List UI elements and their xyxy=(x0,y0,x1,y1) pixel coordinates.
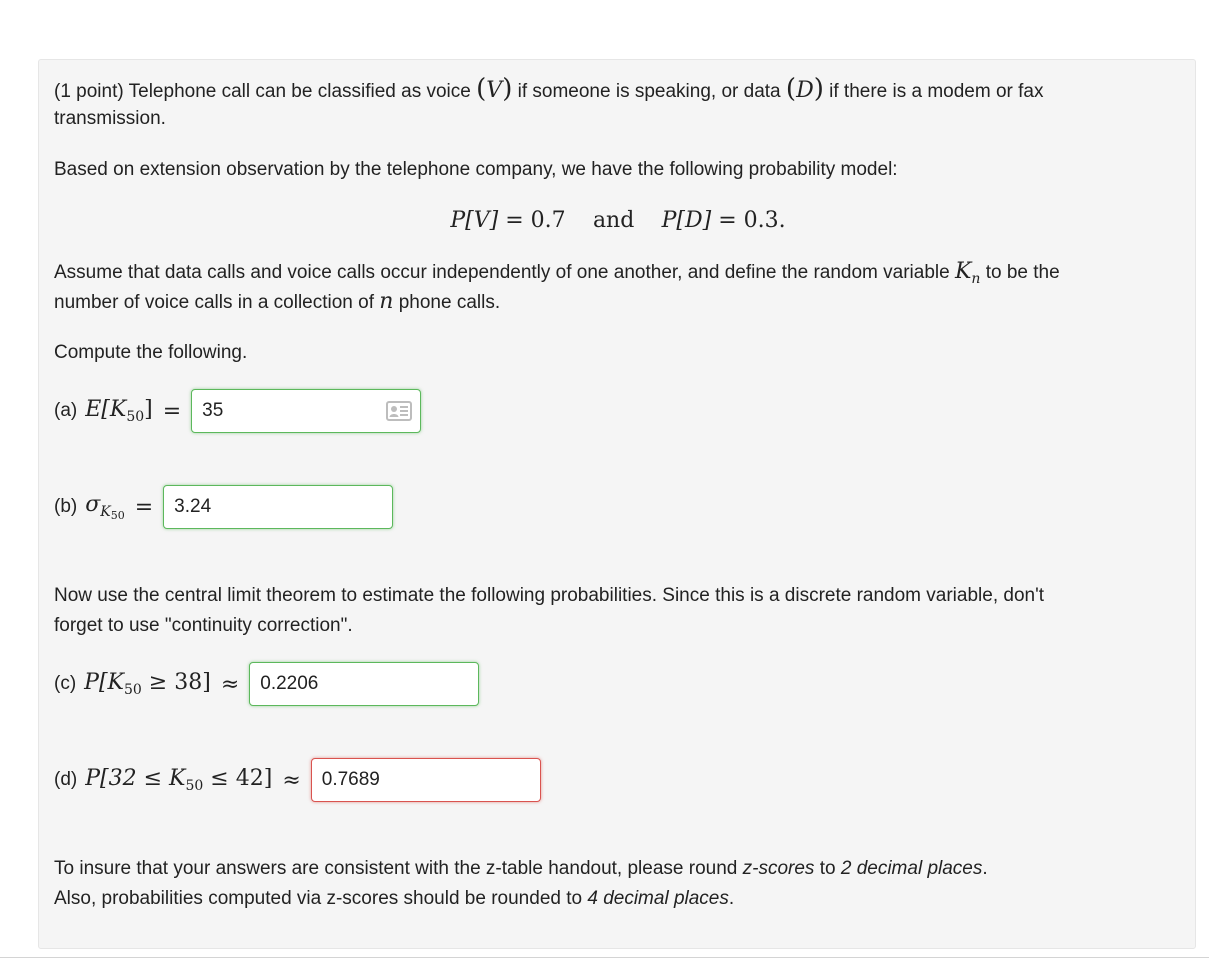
part-c-answer-value: 0.2206 xyxy=(260,673,319,694)
assume-line-2: number of voice calls in a collection of n phone calls. xyxy=(54,289,501,314)
part-a-expression: $E[K_{50}]$ xyxy=(85,397,153,425)
random-variable-symbol: $K_n$ xyxy=(954,259,981,287)
contact-card-icon[interactable] xyxy=(386,401,412,421)
model-sentence: Based on extension observation by the telephone company, we have the following probability model: xyxy=(54,159,898,180)
data-symbol: D xyxy=(796,78,814,103)
part-c-label: (c) xyxy=(54,673,77,694)
points-label: (1 point) xyxy=(54,81,124,102)
part-c-expression: $P[K_{50} \ge 38]$ xyxy=(84,670,211,698)
clt-line-1: Now use the central limit theorem to estimate the following probabilities. Since this is a discrete random variable, don't xyxy=(54,585,1044,606)
intro-line-1: (1 point) Telephone call can be classified as voice (V) if someone is speaking, or data (D) if there is a modem or fax xyxy=(54,74,1044,104)
part-d-answer-value: 0.7689 xyxy=(321,769,380,790)
part-c-row: (c) $P[K_{50} \ge 38]$ ≈ 0.2206 xyxy=(54,661,479,707)
rounding-note-line-2: Also, probabilities computed via z-scores should be rounded to 4 decimal places. xyxy=(54,888,735,909)
part-b-expression: $\sigma_{K50}$ xyxy=(85,492,125,522)
bottom-divider xyxy=(0,957,1209,958)
part-a-answer-value: 35 xyxy=(202,400,224,421)
assume-line-1: Assume that data calls and voice calls occur independently of one another, and define the random variable $K_n$ to be the xyxy=(54,259,1060,287)
part-c-answer-input[interactable] xyxy=(249,662,479,706)
voice-symbol: V xyxy=(486,78,503,103)
rounding-note-line-1: To insure that your answers are consistent with the z-table handout, please round z-scores to 2 decimal places. xyxy=(54,858,988,879)
part-b-answer-input[interactable] xyxy=(163,485,393,529)
part-d-row: (d) $P[32 \le K_{50} \le 42]$ ≈ 0.7689 xyxy=(54,757,541,803)
problem-panel xyxy=(38,59,1196,949)
intro-line-2: transmission. xyxy=(54,108,166,129)
part-d-expression: $P[32 \le K_{50} \le 42]$ xyxy=(85,766,273,794)
part-a-row: (a) $E[K_{50}]$ = 35 xyxy=(54,388,421,434)
part-b-label: (b) xyxy=(54,496,78,517)
part-a-label: (a) xyxy=(54,400,78,421)
part-a-answer-input[interactable] xyxy=(191,389,421,433)
part-b-answer-value: 3.24 xyxy=(174,496,212,517)
part-b-row: (b) $\sigma_{K50}$ = 3.24 xyxy=(54,484,393,530)
compute-heading: Compute the following. xyxy=(54,342,248,363)
probability-formula: P[V] = 0.7 and P[D] = 0.3. xyxy=(450,208,786,233)
part-d-label: (d) xyxy=(54,769,78,790)
clt-line-2: forget to use "continuity correction". xyxy=(54,615,353,636)
part-d-answer-input[interactable] xyxy=(311,758,541,802)
